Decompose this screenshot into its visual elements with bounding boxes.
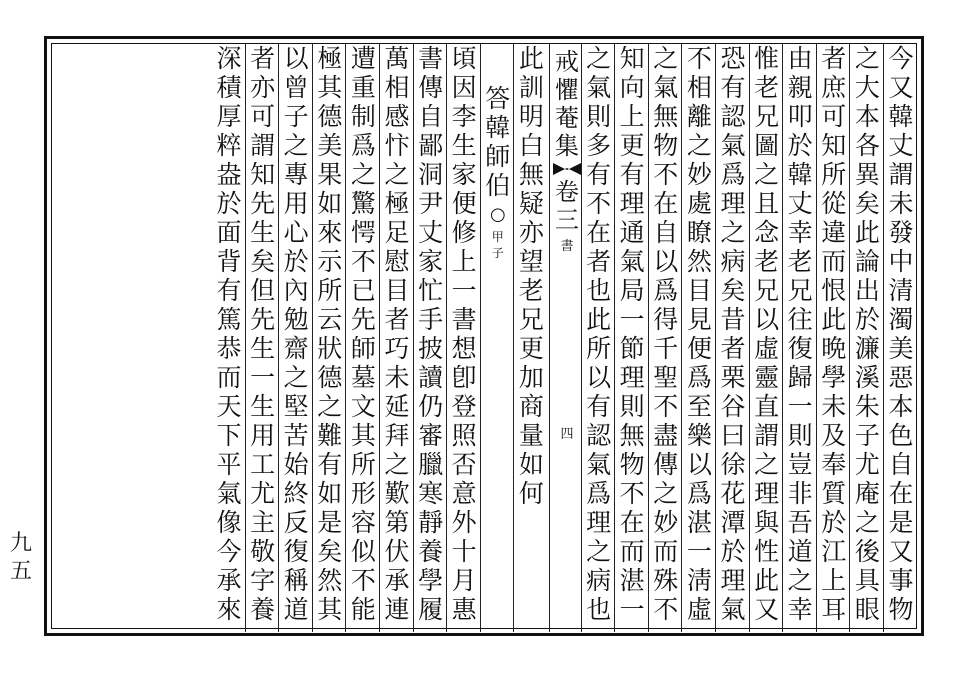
fishtail-mark-icon	[552, 162, 582, 176]
page-number: 九 五	[9, 531, 32, 584]
text-column-3	[819, 44, 849, 624]
column-rule-9	[614, 44, 615, 632]
banner-volume: 卷 三	[555, 178, 579, 234]
circle-mark-icon: ○	[489, 204, 506, 225]
text-column-20	[214, 44, 244, 624]
column-rule-19	[245, 44, 246, 632]
letter-heading	[483, 84, 513, 664]
text-column-1-text: 今 又 韓 丈 謂 未 發 中 清 濁 美 惡 本 色 自 在 是 又 事 物	[888, 44, 914, 624]
text-column-4-text: 由 親 叩 於 韓 丈 幸 老 兄 往 復 歸 一 則 豈 非 吾 道 之 幸	[787, 44, 813, 624]
text-column-5-text: 惟 老 兄 圖 之 且 念 老 兄 以 虛 靈 直 謂 之 理 與 性 此 又	[754, 44, 780, 624]
column-rule-12	[480, 44, 481, 632]
text-column-8	[651, 44, 681, 624]
text-column-6	[718, 44, 748, 624]
column-rule-8	[648, 44, 649, 632]
banner-book-title: 戒 懼 菴 集	[555, 48, 579, 160]
text-column-16-text: 遭 重 制 爲 之 驚 愕 不 已 先 師 墓 文 其 所 形 容 似 不 能	[350, 44, 376, 624]
banner-section: 書	[560, 239, 574, 254]
text-column-2	[852, 44, 882, 624]
text-column-16	[348, 44, 378, 624]
text-column-11	[516, 44, 546, 624]
letter-heading-text: 答 韓 師 伯 ○ 甲 子	[483, 84, 513, 261]
text-column-9	[617, 44, 647, 624]
text-column-5	[752, 44, 782, 624]
text-column-17	[315, 44, 345, 624]
column-rule-11	[513, 44, 514, 632]
column-rule-4	[782, 44, 783, 632]
text-column-15	[382, 44, 412, 624]
column-rule-16	[345, 44, 346, 632]
text-column-15-text: 萬 相 感 忭 之 極 足 慰 目 者 巧 未 延 拜 之 歎 第 伏 承 連	[384, 44, 410, 624]
column-rule-7	[681, 44, 682, 632]
column-rule-3	[816, 44, 817, 632]
text-column-2-text: 之 大 本 各 異 矣 此 論 出 於 濂 溪 朱 子 尤 庵 之 後 具 眼	[854, 44, 880, 624]
text-column-19	[248, 44, 278, 624]
text-column-13	[449, 44, 479, 624]
text-column-13-text: 頃 因 李 生 家 便 修 上 一 書 想 卽 登 照 否 意 外 十 月 惠	[451, 44, 477, 624]
column-rule-17	[312, 44, 313, 632]
text-column-17-text: 極 其 德 美 果 如 來 示 所 云 狀 德 之 難 有 如 是 矣 然 其	[317, 44, 343, 624]
column-rule-1	[883, 44, 884, 632]
text-column-11-text: 此 訓 明 白 無 疑 亦 望 老 兄 更 加 商 量 如 何	[518, 44, 544, 508]
text-column-7	[684, 44, 714, 624]
text-column-14	[416, 44, 446, 624]
text-column-18-text: 以 曾 子 之 專 用 心 於 內 勉 齋 之 堅 苦 始 終 反 復 稱 道	[283, 44, 309, 624]
text-column-8-text: 之 氣 無 物 不 在 自 以 爲 得 千 聖 不 盡 傳 之 妙 而 殊 不	[653, 44, 679, 624]
text-column-4	[785, 44, 815, 624]
center-fold-banner	[552, 48, 582, 444]
column-rule-14	[413, 44, 414, 632]
column-rule-10	[581, 44, 582, 632]
column-rule-15	[379, 44, 380, 632]
text-column-6-text: 恐 有 認 氣 爲 理 之 病 矣 昔 者 栗 谷 曰 徐 花 潭 於 理 氣	[720, 44, 746, 624]
text-column-3-text: 者 庶 可 知 所 從 違 而 恨 此 晩 學 未 及 奉 質 於 江 上 耳	[821, 44, 847, 624]
column-rule-6	[715, 44, 716, 632]
text-column-10-text: 之 氣 則 多 有 不 在 者 也 此 所 以 有 認 氣 爲 理 之 病 也	[586, 44, 612, 624]
banner-leaf-number: 四	[560, 427, 574, 442]
text-column-1	[886, 44, 916, 624]
text-column-14-text: 書 傳 自 鄙 洞 尹 丈 家 忙 手 披 讀 仍 審 臘 寒 靜 養 學 履	[418, 44, 444, 624]
column-rule-2	[849, 44, 850, 632]
text-column-20-text: 深 積 厚 粹 盎 於 面 背 有 篤 恭 而 天 下 平 氣 像 今 承 來	[216, 44, 242, 624]
text-column-7-text: 不 相 離 之 妙 處 瞭 然 目 見 便 爲 至 樂 以 爲 湛 一 淸 虛	[686, 44, 712, 624]
text-column-9-text: 知 向 上 更 有 理 通 氣 局 一 節 理 則 無 物 不 在 而 湛 一	[619, 44, 645, 624]
letter-heading-note: 甲 子	[491, 230, 504, 260]
column-rule-13	[446, 44, 447, 632]
text-column-19-text: 者 亦 可 謂 知 先 生 矣 但 先 生 一 生 用 工 尤 主 敬 字 養	[250, 44, 276, 624]
column-rule-5	[749, 44, 750, 632]
column-rule-18	[278, 44, 279, 632]
banner-rule-left	[549, 44, 550, 632]
text-column-18	[281, 44, 311, 624]
text-column-10	[584, 44, 614, 624]
